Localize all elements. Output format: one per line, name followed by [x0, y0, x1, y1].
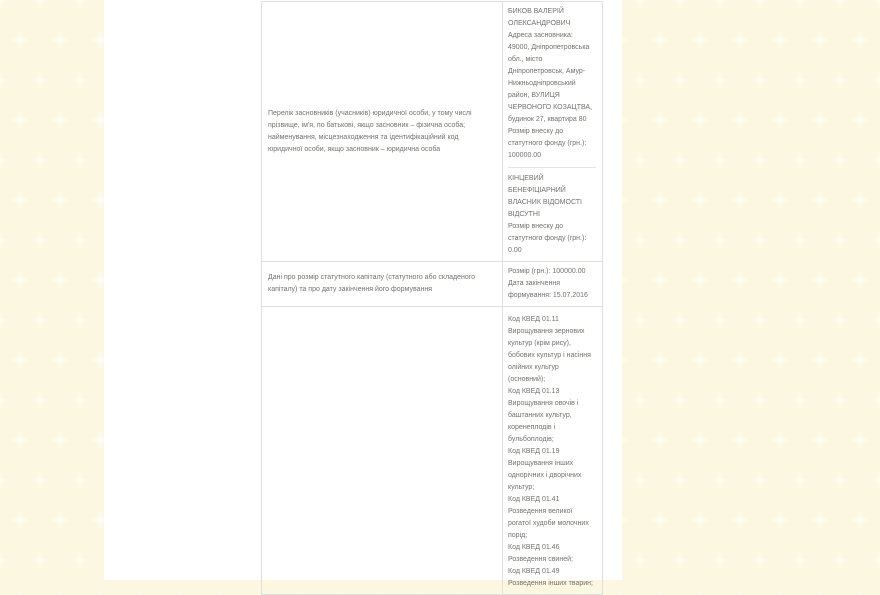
kved-code: Код КВЕД 01.13	[508, 388, 560, 395]
founder-entry	[508, 6, 596, 162]
content-area	[104, 0, 622, 587]
kved-entry	[508, 494, 596, 542]
kved-description: Вирощування інших однорічних і дворічних культур;	[508, 460, 582, 491]
entry-divider	[508, 167, 596, 168]
kved-description: Розведення інших тварин;	[508, 580, 593, 587]
founders-row-value	[503, 2, 603, 262]
table-row-activities	[262, 307, 603, 595]
kved-code: Код КВЕД 01.49	[508, 568, 560, 575]
founder-entry	[508, 173, 596, 257]
registry-table	[261, 1, 603, 595]
founder-name: КІНЦЕВИЙ БЕНЕФІЦІАРНИЙ ВЛАСНИК ВІДОМОСТІ ВІДСУТНІ	[508, 175, 582, 218]
kved-code: Код КВЕД 01.41	[508, 496, 560, 503]
founder-name: БИКОВ ВАЛЕРІЙ ОЛЕКСАНДРОВИЧ	[508, 8, 571, 27]
founder-contribution: Розмір внеску до статутного фонду (грн.): 0.00	[508, 223, 587, 254]
kved-code: Код КВЕД 01.46	[508, 544, 560, 551]
capital-row-value	[503, 262, 603, 307]
kved-entry	[508, 446, 596, 494]
kved-description: Вирощування зернових культур (крім рису), бобових культур і насіння олійних культур (основний);	[508, 328, 591, 383]
capital-row-label: Дані про розмір статутного капіталу (статутного або складеного капіталу) та про дату закінчення його формування	[262, 262, 503, 307]
activities-row-label	[262, 307, 503, 595]
kved-description: Розведення свиней;	[508, 556, 573, 563]
kved-description: Вирощування овочів і баштанних культур, коренеплодів і бульбоплодів;	[508, 400, 579, 443]
kved-code: Код КВЕД 01.11	[508, 316, 559, 323]
table-row-founders	[262, 2, 603, 262]
kved-entry	[508, 542, 596, 566]
founders-row-label: Перелік засновників (учасників) юридичної особи, у тому числі прізвище, ім'я, по батькові, якщо засновник – фізична особа; найменування, місцезнаходження та ідентифікаційний код юридичної особи, якщо засновник – юридична особа	[262, 2, 503, 262]
kved-code: Код КВЕД 01.19	[508, 448, 560, 455]
activities-row-value	[503, 307, 603, 595]
capital-amount: Розмір (грн.): 100000.00	[508, 268, 586, 275]
kved-entry	[508, 314, 596, 386]
kved-entry	[508, 386, 596, 446]
founder-contribution: Розмір внеску до статутного фонду (грн.): 100000.00	[508, 128, 587, 159]
kved-description: Розведення великої рогатої худоби молочних порід;	[508, 508, 589, 539]
kved-entry	[508, 566, 596, 590]
capital-end-date: Дата закінчення формування: 15.07.2016	[508, 280, 588, 299]
founder-address: Адреса засновника: 49000, Дніпропетровська обл., місто Дніпропетровськ, Амур-Нижньодніпровський район, ВУЛИЦЯ ЧЕРВОНОГО КОЗАЦТВА, будинок 27, квартира 80	[508, 32, 593, 123]
table-row-capital	[262, 262, 603, 307]
